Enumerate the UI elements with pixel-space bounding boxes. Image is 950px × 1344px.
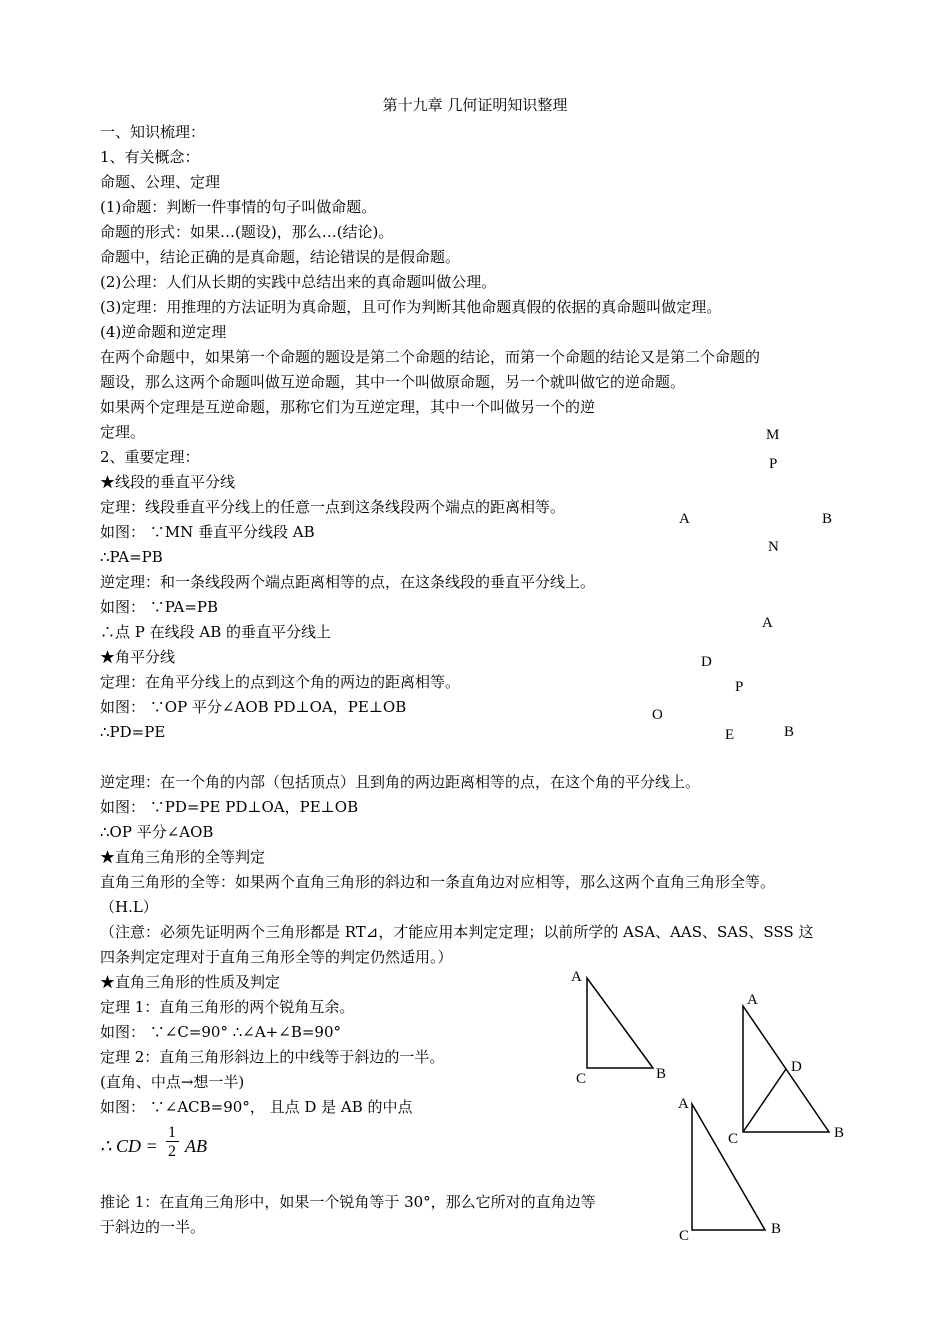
median-cd [743,1069,786,1132]
formula-numerator: 1 [168,1124,176,1141]
text-line: 如图： ∵PA=PB [100,598,219,616]
topic-heading: ★直角三角形的性质及判定 [100,973,281,991]
right-triangle-3 [692,1104,765,1230]
subsection-heading: 2、重要定理： [100,448,200,466]
fig2-label-o: O [652,707,663,723]
text-line: ∴PD=PE [100,723,166,741]
text-line: (直角、中点→想一半) [100,1073,245,1091]
formula-denominator: 2 [168,1143,176,1160]
text-line: (2)公理：人们从长期的实践中总结出来的真命题叫做公理。 [100,273,497,291]
text-line: 于斜边的一半。 [100,1218,206,1236]
topic-heading: ★线段的垂直平分线 [100,473,236,491]
text-line: ∴点 P 在线段 AB 的垂直平分线上 [100,623,332,641]
text-line: ∴OP 平分∠AOB [100,823,214,841]
fig3-label-c: C [576,1071,587,1087]
fig2-label-e: E [725,727,735,743]
fig4-label-b: B [834,1125,845,1141]
text-line: 命题、公理、定理 [100,173,221,191]
fig1-label-m: M [766,427,780,443]
fig2-label-a: A [762,615,773,631]
fig4-label-a: A [747,992,758,1008]
fig5-label-b: B [771,1221,782,1237]
text-line: 如图： ∵OP 平分∠AOB PD⊥OA，PE⊥OB [100,698,407,716]
text-line: 题设，那么这两个命题叫做互逆命题，其中一个叫做原命题，另一个就叫做它的逆命题。 [100,373,686,391]
fig1-label-n: N [768,539,779,555]
fig1-label-a: A [679,511,690,527]
right-triangle-1 [587,978,653,1068]
formula-suffix: AB [185,1136,207,1156]
text-line: 推论 1：在直角三角形中，如果一个锐角等于 30°，那么它所对的直角边等 [100,1193,596,1211]
text-line: （H.L） [100,898,158,916]
fig4-label-d: D [791,1059,802,1075]
fig5-label-c: C [679,1228,690,1244]
fig2-label-p: P [735,679,744,695]
text-line: 命题的形式：如果…(题设)，那么…(结论)。 [100,223,394,241]
page-title: 第十九章 几何证明知识整理 [382,96,568,114]
section-heading: 一、知识梳理： [100,123,206,141]
fig3-label-a: A [571,969,582,985]
fig4-label-c: C [728,1131,739,1147]
text-line: （注意：必须先证明两个三角形都是 RT⊿，才能应用本判定定理；以前所学的 ASA、AAS、SAS、SSS 这 [100,923,814,941]
fig5-label-a: A [678,1096,689,1112]
formula-prefix: ∴ CD = [100,1136,158,1156]
fig1-label-p: P [769,456,778,472]
text-line: (3)定理：用推理的方法证明为真命题，且可作为判断其他命题真假的依据的真命题叫做定理。 [100,298,722,316]
text-line: 定理。 [100,423,146,441]
text-line: 定理 1：直角三角形的两个锐角互余。 [100,998,355,1016]
fig3-label-b: B [656,1066,667,1082]
fig2-label-b: B [784,724,795,740]
text-line: (1)命题：判断一件事情的句子叫做命题。 [100,198,377,216]
fig1-label-b: B [822,511,833,527]
text-line: 逆定理：和一条线段两个端点距离相等的点，在这条线段的垂直平分线上。 [100,573,596,591]
text-line: 逆定理：在一个角的内部（包括顶点）且到角的两边距离相等的点，在这个角的平分线上。 [100,773,701,791]
topic-heading: ★直角三角形的全等判定 [100,848,266,866]
text-line: ∴PA=PB [100,548,163,566]
text-line: 命题中，结论正确的是真命题，结论错误的是假命题。 [100,248,461,266]
text-line: 如图： ∵PD=PE PD⊥OA，PE⊥OB [100,798,359,816]
text-line: 定理：线段垂直平分线上的任意一点到这条线段两个端点的距离相等。 [100,498,566,516]
text-line: 如图： ∵∠ACB=90°， 且点 D 是 AB 的中点 [100,1098,413,1116]
text-line: 如图： ∵∠C=90° ∴∠A+∠B=90° [100,1023,341,1041]
text-line: 直角三角形的全等：如果两个直角三角形的斜边和一条直角边对应相等，那么这两个直角三角形全等。 [100,873,776,891]
text-line: 如图： ∵MN 垂直平分线段 AB [100,523,315,541]
fig2-label-d: D [701,654,712,670]
text-line: 定理 2：直角三角形斜边上的中线等于斜边的一半。 [100,1048,445,1066]
subsection-heading: 1、有关概念： [100,148,200,166]
text-line: 如果两个定理是互逆命题，那称它们为互逆定理，其中一个叫做另一个的逆 [100,398,596,416]
text-line: 在两个命题中，如果第一个命题的题设是第二个命题的结论，而第一个命题的结论又是第二个命题的 [100,348,761,366]
text-line: (4)逆命题和逆定理 [100,323,227,341]
text-line: 四条判定定理对于直角三角形全等的判定仍然适用。） [100,948,453,966]
text-line: 定理：在角平分线上的点到这个角的两边的距离相等。 [100,673,461,691]
topic-heading: ★角平分线 [100,648,176,666]
